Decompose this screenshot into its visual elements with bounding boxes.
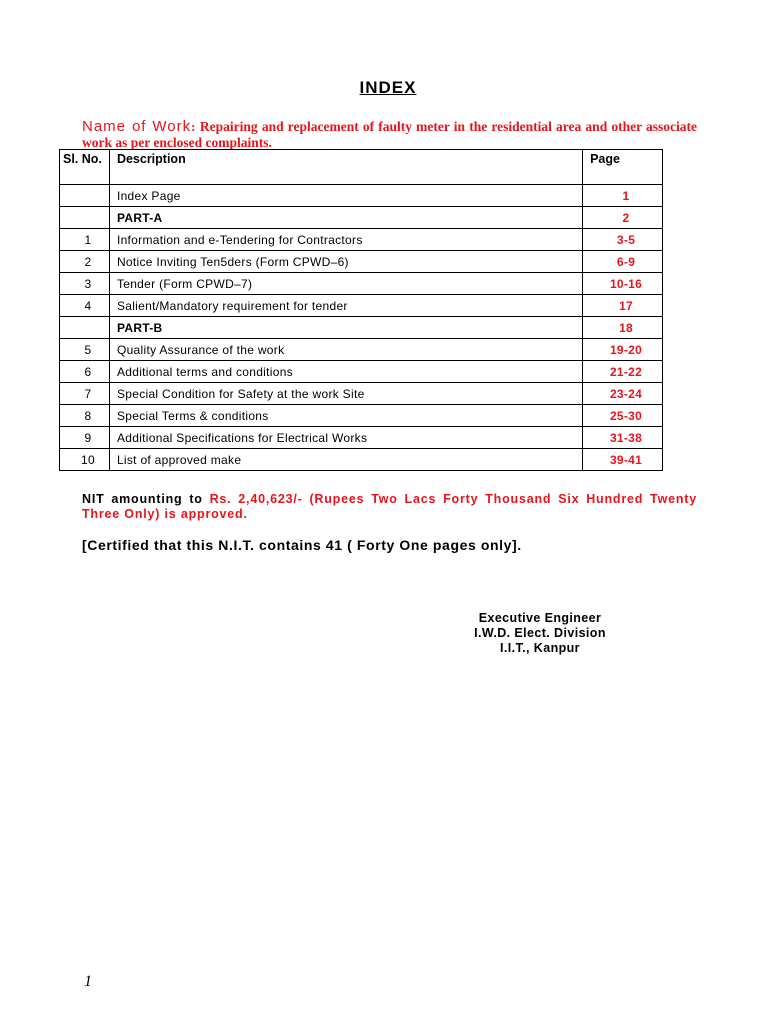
row-sl-no	[60, 207, 110, 229]
row-description: Special Condition for Safety at the work Site	[109, 383, 582, 405]
signature-title: Executive Engineer	[478, 611, 602, 625]
table-row	[60, 339, 663, 361]
row-page-range: 19-20	[583, 339, 663, 361]
page-number: 1	[84, 973, 92, 990]
table-row	[60, 273, 663, 295]
row-sl-no: 6	[60, 361, 110, 383]
row-sl-no: 8	[60, 405, 110, 427]
table-row	[60, 317, 663, 339]
row-sl-no: 7	[60, 383, 110, 405]
table-row	[60, 185, 663, 207]
table-row	[60, 405, 663, 427]
row-page-range: 2	[583, 207, 663, 229]
row-description: Information and e-Tendering for Contractors	[109, 229, 582, 251]
row-page-range: 10-16	[583, 273, 663, 295]
row-part-heading: PART-B	[109, 317, 582, 339]
signature-institute: I.I.T., Kanpur	[500, 641, 580, 655]
row-page-range: 18	[583, 317, 663, 339]
nit-prefix: NIT amounting to	[82, 492, 203, 506]
row-description: Additional Specifications for Electrical Works	[109, 427, 582, 449]
row-sl-no	[60, 317, 110, 339]
row-page-range: 1	[583, 185, 663, 207]
index-table-body	[60, 185, 663, 471]
table-row	[60, 383, 663, 405]
nit-amount-statement	[82, 492, 697, 522]
name-of-work-colon: :	[191, 119, 196, 134]
name-of-work	[82, 119, 697, 151]
table-header-row	[60, 150, 663, 185]
row-sl-no: 3	[60, 273, 110, 295]
table-row	[60, 449, 663, 471]
row-description: Tender (Form CPWD–7)	[109, 273, 582, 295]
signature-block	[440, 611, 640, 656]
table-row	[60, 229, 663, 251]
table-row	[60, 207, 663, 229]
name-of-work-label: Name of Work	[82, 118, 192, 135]
nit-amount: Rs. 2,40,623/- (Rupees Two Lacs Forty Thousand Six Hundred Twenty Three Only) is approved.	[82, 492, 697, 521]
table-row	[60, 295, 663, 317]
row-page-range: 21-22	[583, 361, 663, 383]
signature-division: I.W.D. Elect. Division	[474, 626, 606, 640]
row-description: Special Terms & conditions	[109, 405, 582, 427]
row-sl-no: 4	[60, 295, 110, 317]
row-page-range: 25-30	[583, 405, 663, 427]
index-table	[59, 149, 663, 471]
row-sl-no: 9	[60, 427, 110, 449]
certificate-statement: [Certified that this N.I.T. contains 41 ( Forty One pages only].	[82, 537, 522, 553]
header-description: Description	[109, 150, 582, 185]
row-sl-no	[60, 185, 110, 207]
row-description: Quality Assurance of the work	[109, 339, 582, 361]
header-sl-no: Sl. No.	[60, 150, 110, 185]
header-page: Page	[583, 150, 663, 185]
table-row	[60, 361, 663, 383]
page-title: INDEX	[359, 78, 417, 97]
row-description: Notice Inviting Ten5ders (Form CPWD–6)	[109, 251, 582, 273]
row-sl-no: 2	[60, 251, 110, 273]
row-description: Index Page	[109, 185, 582, 207]
row-sl-no: 1	[60, 229, 110, 251]
row-page-range: 31-38	[583, 427, 663, 449]
row-sl-no: 10	[60, 449, 110, 471]
row-page-range: 6-9	[583, 251, 663, 273]
table-row	[60, 427, 663, 449]
row-description: Additional terms and conditions	[109, 361, 582, 383]
row-sl-no: 5	[60, 339, 110, 361]
table-row	[60, 251, 663, 273]
row-part-heading: PART-A	[109, 207, 582, 229]
row-description: List of approved make	[109, 449, 582, 471]
row-page-range: 3-5	[583, 229, 663, 251]
row-page-range: 17	[583, 295, 663, 317]
row-page-range: 23-24	[583, 383, 663, 405]
row-page-range: 39-41	[583, 449, 663, 471]
row-description: Salient/Mandatory requirement for tender	[109, 295, 582, 317]
name-of-work-text: Repairing and replacement of faulty meter in the residential area and other associate work as per enclosed complaints.	[82, 119, 697, 150]
